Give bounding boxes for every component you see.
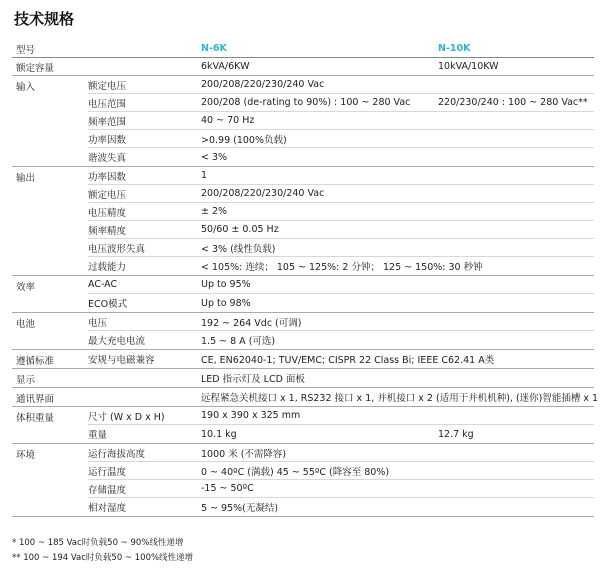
spec-value-n6k: 40 ~ 70 Hz: [201, 115, 255, 126]
spec-row: [88, 480, 594, 498]
spec-row: [88, 369, 594, 387]
spec-name: 电压范围: [88, 98, 127, 110]
group-rows: [88, 167, 594, 275]
spec-value-n6k: 0 ~ 40ºC (满载) 45 ~ 55ºC (降容至 80%): [201, 466, 390, 478]
footnote: ** 100 ~ 194 Vac时负载50 ~ 100%线性递增: [12, 553, 194, 563]
spec-row: [88, 313, 594, 331]
group-label: 输入: [16, 82, 36, 93]
spec-name: AC-AC: [88, 279, 118, 290]
spec-name: ECO模式: [88, 299, 128, 310]
spec-value-n6k: < 3% (线性负载): [201, 243, 276, 255]
spec-row: [88, 221, 594, 239]
spec-name: 运行温度: [88, 466, 127, 478]
spec-row: [88, 203, 594, 221]
capacity-row: [12, 58, 594, 76]
capacity-label: 额定容量: [16, 62, 55, 74]
spec-value-n6k: LED 指示灯及 LCD 面板: [201, 374, 305, 385]
group-label: 体积重量: [16, 413, 55, 424]
group-label: 显示: [16, 375, 36, 386]
group-label: 效率: [16, 282, 36, 293]
spec-name: 存储温度: [88, 484, 127, 496]
spec-value-n6k: ± 2%: [201, 206, 228, 217]
spec-value-n6k: 远程紧急关机接口 x 1, RS232 接口 x 1, 并机接口 x 2 (适用于并机机种), (迷你)智能插槽 x 1: [201, 393, 599, 404]
spec-value-n6k: Up to 98%: [201, 297, 251, 309]
spec-groups: [12, 76, 599, 517]
spec-value-n6k: 200/208 (de-rating to 90%) : 100 ~ 280 Vac: [201, 97, 411, 108]
footnotes: [12, 536, 193, 566]
spec-name: 最大充电电流: [88, 336, 146, 347]
spec-value-n6k: 190 x 390 x 325 mm: [201, 410, 301, 421]
spec-group-efficiency: [12, 276, 594, 313]
spec-name: 相对湿度: [88, 503, 127, 514]
spec-row: [88, 444, 594, 462]
model-n6k: N-6K: [201, 43, 227, 54]
spec-value-n6k: Up to 95%: [201, 279, 251, 290]
capacity-n6k: 6kVA/6KW: [201, 61, 250, 72]
spec-group-battery: [12, 313, 594, 350]
group-rows: [88, 313, 594, 349]
footnote: * 100 ~ 185 Vac时负载50 ~ 90%线性递增: [12, 538, 184, 548]
spec-group-output: [12, 167, 594, 276]
spec-name: 运行海拔高度: [88, 448, 146, 460]
group-label: 通讯界面: [16, 394, 55, 405]
spec-name: 电压波形失真: [88, 243, 146, 255]
spec-value-n6k: 200/208/220/230/240 Vac: [201, 79, 325, 90]
group-label: 环境: [16, 450, 36, 461]
page-title: 技术规格: [14, 10, 75, 28]
spec-value-n6k: 10.1 kg: [201, 428, 237, 440]
spec-value-n6k: 5 ~ 95%(无凝结): [201, 503, 279, 514]
spec-name: 重量: [88, 430, 108, 441]
spec-value-n6k: 200/208/220/230/240 Vac: [201, 188, 325, 199]
spec-name: 谐波失真: [88, 153, 127, 164]
spec-group-environment: [12, 444, 594, 517]
spec-group-standards: [12, 350, 594, 369]
spec-name: 频率精度: [88, 225, 127, 237]
spec-row: [88, 239, 594, 257]
spec-table: [12, 40, 599, 517]
spec-value-n6k: < 105%: 连续； 105 ~ 125%: 2 分钟； 125 ~ 150%: 30 秒钟: [201, 262, 483, 273]
spec-row: [88, 388, 599, 406]
spec-group-display: [12, 369, 594, 388]
spec-name: 过载能力: [88, 262, 127, 273]
capacity-n10k: 10kVA/10KW: [438, 61, 499, 72]
group-rows: [88, 407, 594, 443]
group-label: 输出: [16, 173, 36, 184]
spec-value-n6k: 1000 米 (不需降容): [201, 448, 287, 460]
spec-row: [88, 112, 594, 130]
spec-row: [88, 257, 594, 275]
spec-value-n6k: 50/60 ± 0.05 Hz: [201, 224, 279, 235]
spec-row: [88, 167, 594, 185]
group-rows: [88, 276, 594, 312]
group-label: 电池: [16, 319, 36, 330]
spec-row: [88, 76, 594, 94]
spec-name: 额定电压: [88, 189, 127, 201]
spec-name: 尺寸 (W x D x H): [88, 411, 165, 423]
spec-name: 功率因数: [88, 171, 127, 183]
group-rows: [88, 76, 594, 166]
spec-value-n10k: 220/230/240 : 100 ~ 280 Vac**: [438, 97, 588, 108]
spec-row: [88, 94, 594, 112]
spec-group-comm: [12, 388, 599, 407]
spec-name: 功率因数: [88, 134, 127, 146]
spec-row: [88, 498, 594, 516]
group-rows: [88, 388, 599, 406]
spec-value-n10k: 12.7 kg: [438, 428, 474, 440]
spec-value-n6k: 1.5 ~ 8 A (可选): [201, 336, 276, 347]
spec-value-n6k: -15 ~ 50ºC: [201, 483, 254, 494]
spec-name: 电压精度: [88, 207, 127, 219]
spec-value-n6k: 192 ~ 264 Vdc (可调): [201, 317, 302, 329]
spec-value-n6k: 1: [201, 170, 208, 181]
spec-group-physical: [12, 407, 594, 444]
spec-row: [88, 148, 594, 166]
spec-row: [88, 350, 594, 368]
spec-row: [88, 294, 594, 312]
model-n10k: N-10K: [438, 43, 471, 54]
spec-row: [88, 276, 594, 294]
spec-row: [88, 130, 594, 148]
spec-name: 频率范围: [88, 116, 127, 128]
spec-value-n6k: CE, EN62040-1; TUV/EMC; CISPR 22 Class Bi; IEEE C62.41 A类: [201, 355, 495, 366]
spec-row: [88, 462, 594, 480]
group-rows: [88, 350, 594, 368]
spec-row: [88, 425, 594, 443]
spec-name: 电压: [88, 317, 108, 329]
group-label: 遵循标准: [16, 356, 55, 367]
spec-name: 额定电压: [88, 80, 127, 92]
group-rows: [88, 444, 594, 516]
spec-name: 安规与电磁兼容: [88, 355, 155, 366]
spec-value-n6k: < 3%: [201, 151, 228, 163]
spec-group-input: [12, 76, 594, 167]
spec-row: [88, 331, 594, 349]
model-label: 型号: [16, 44, 36, 56]
spec-row: [88, 407, 594, 425]
spec-row: [88, 185, 594, 203]
group-rows: [88, 369, 594, 387]
model-header-row: [12, 40, 594, 58]
spec-value-n6k: >0.99 (100%负载): [201, 134, 287, 146]
